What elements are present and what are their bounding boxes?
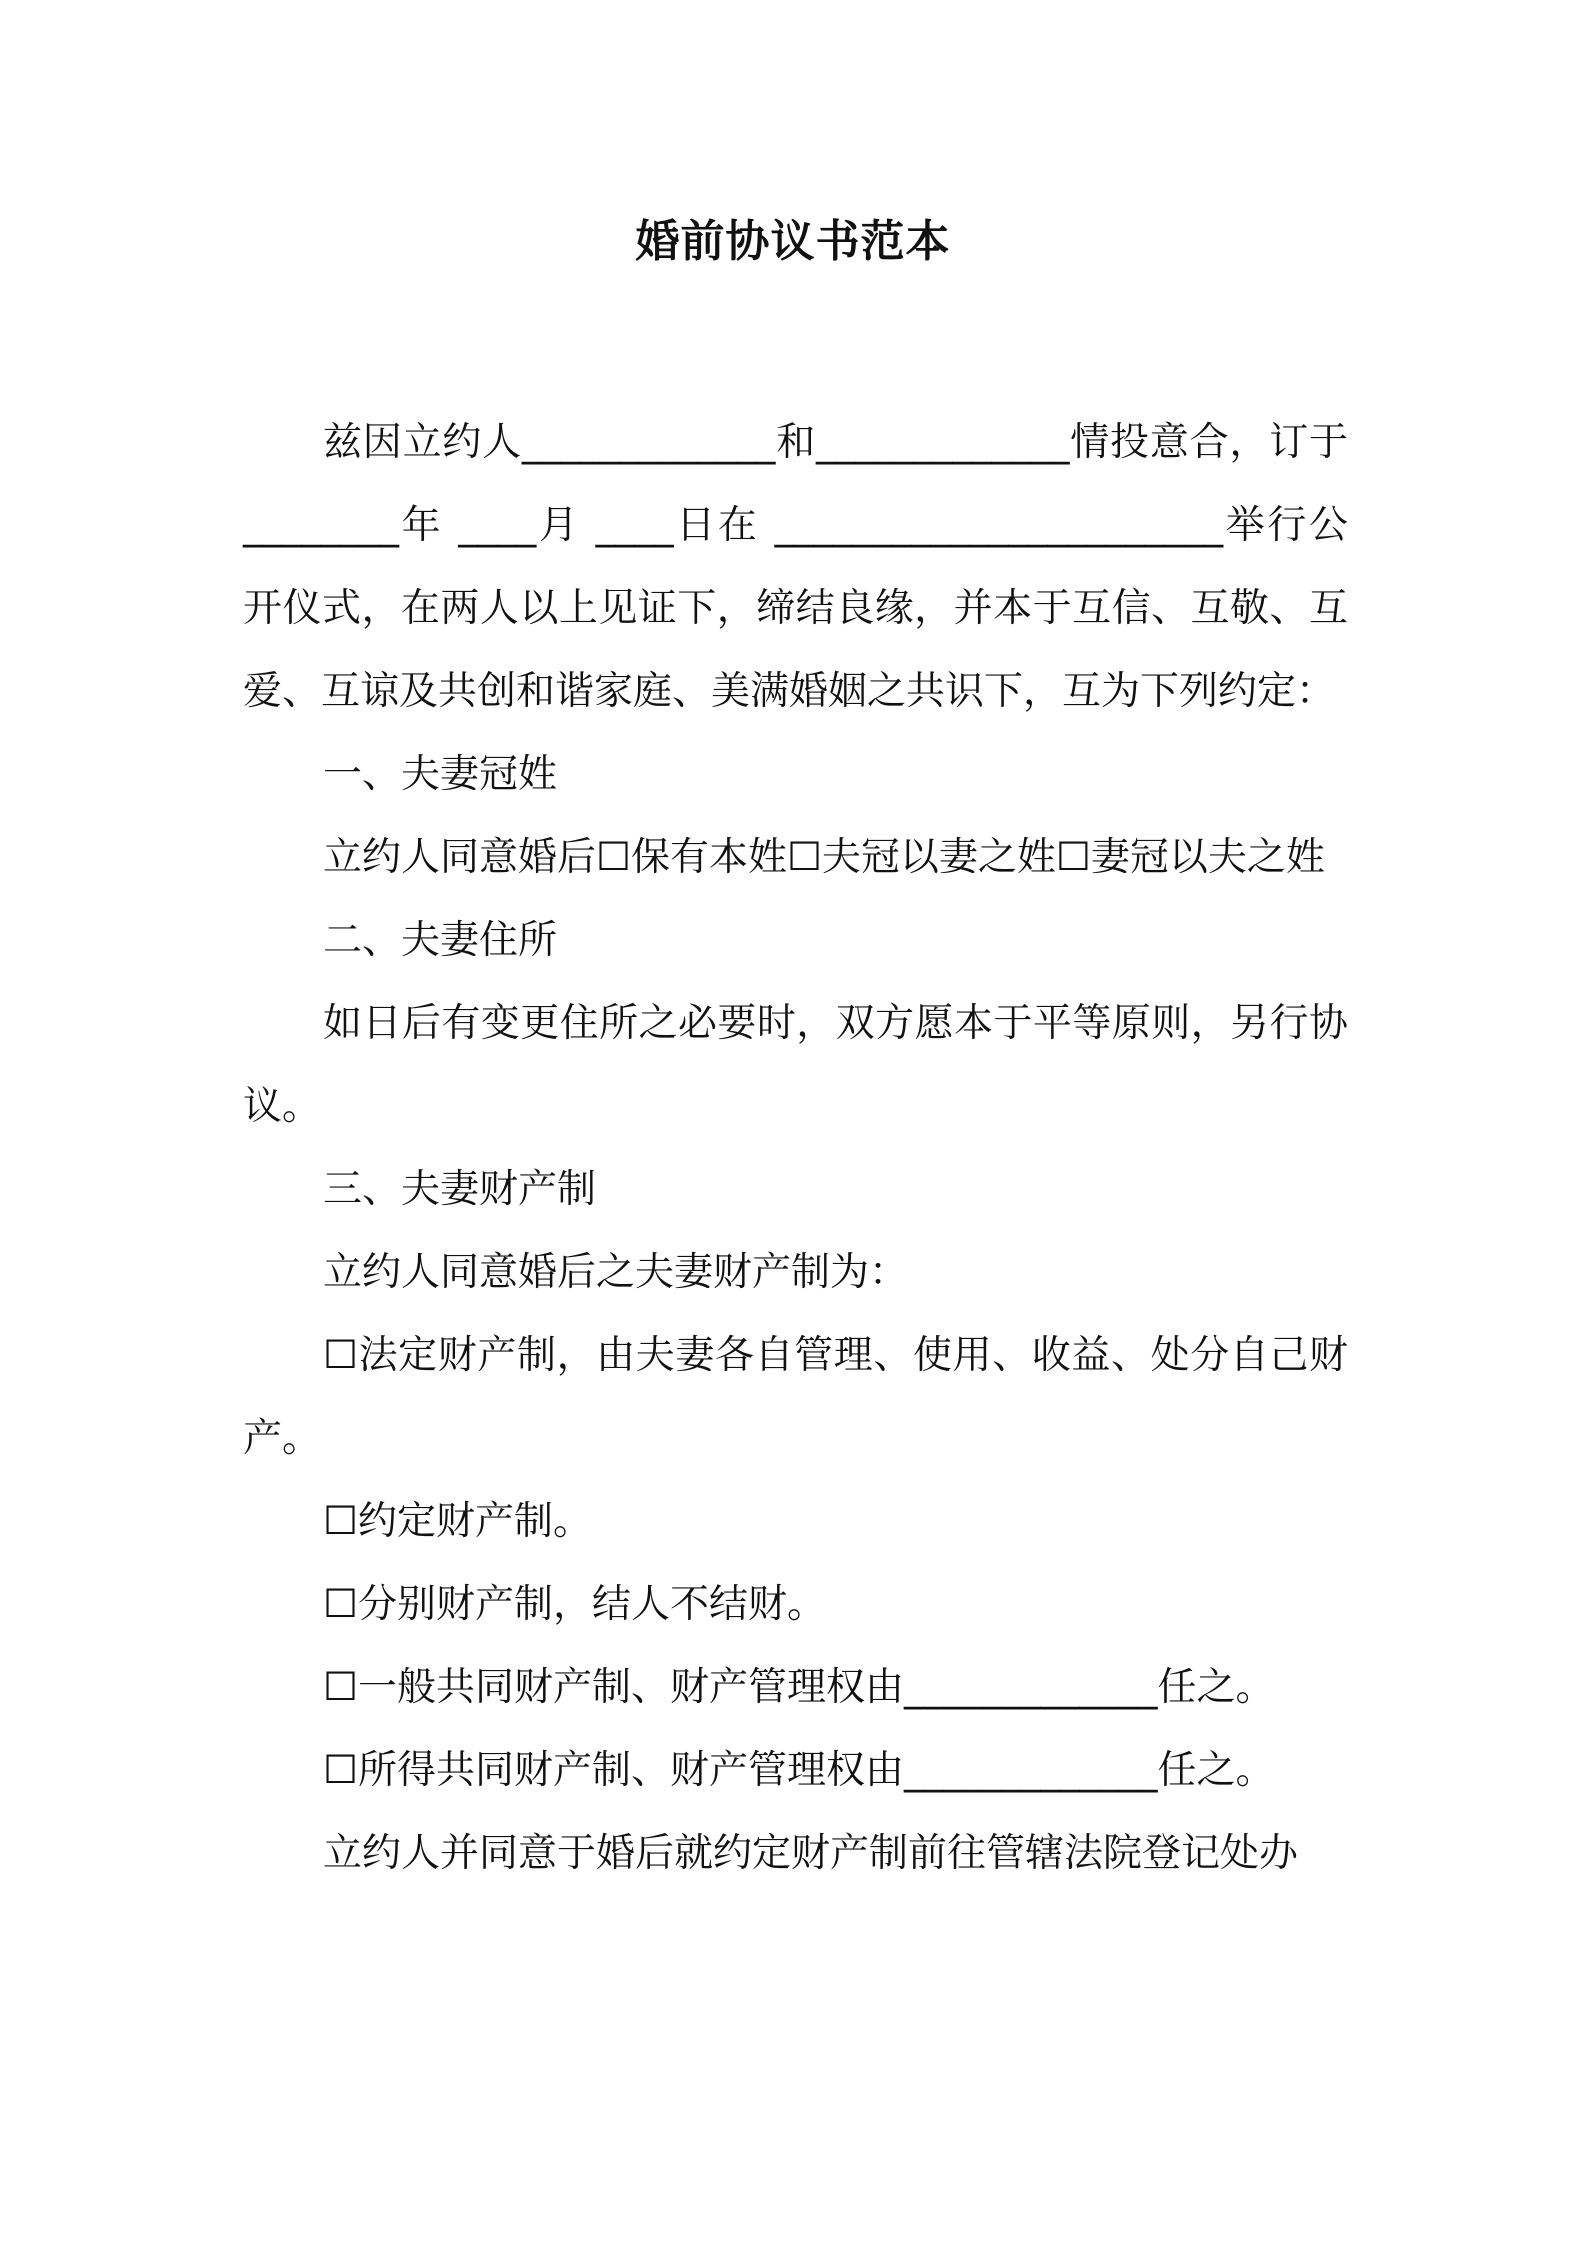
section-heading-residence: 二、夫妻住所 <box>323 918 558 963</box>
intro-paragraph: 兹因立约人_____________和_____________情投意合，订于 ________年 ____月 ____日在 _______________________举行公开仪式，在两人以上见证下，缔结良缘，并本于互信、互敬、互爱、互谅及共创和谐家庭、美满婚姻之共识下，互为下列约定： <box>243 420 1348 714</box>
section-heading-property: 三、夫妻财产制 <box>323 1167 597 1212</box>
property-option-general-joint: ☐一般共同财产制、财产管理权由_____________任之。 <box>323 1665 1275 1710</box>
residence-paragraph: 如日后有变更住所之必要时，双方愿本于平等原则，另行协议。 <box>243 1001 1348 1129</box>
property-intro-paragraph: 立约人同意婚后之夫妻财产制为： <box>323 1250 909 1295</box>
property-option-separate: ☐分别财产制，结人不结财。 <box>323 1582 826 1627</box>
section-heading-surname: 一、夫妻冠姓 <box>323 752 558 797</box>
property-option-statutory: ☐法定财产制，由夫妻各自管理、使用、收益、处分自己财产。 <box>243 1333 1348 1461</box>
surname-options-paragraph: 立约人同意婚后☐保有本姓☐夫冠以妻之姓☐妻冠以夫之姓 <box>323 835 1325 880</box>
document-title: 婚前协议书范本 <box>635 216 951 267</box>
document-body <box>243 401 1348 1895</box>
property-option-income-joint: ☐所得共同财产制、财产管理权由_____________任之。 <box>323 1748 1275 1793</box>
property-option-agreed: ☐约定财产制。 <box>323 1499 592 1544</box>
registration-paragraph: 立约人并同意于婚后就约定财产制前往管辖法院登记处办 <box>323 1831 1299 1876</box>
